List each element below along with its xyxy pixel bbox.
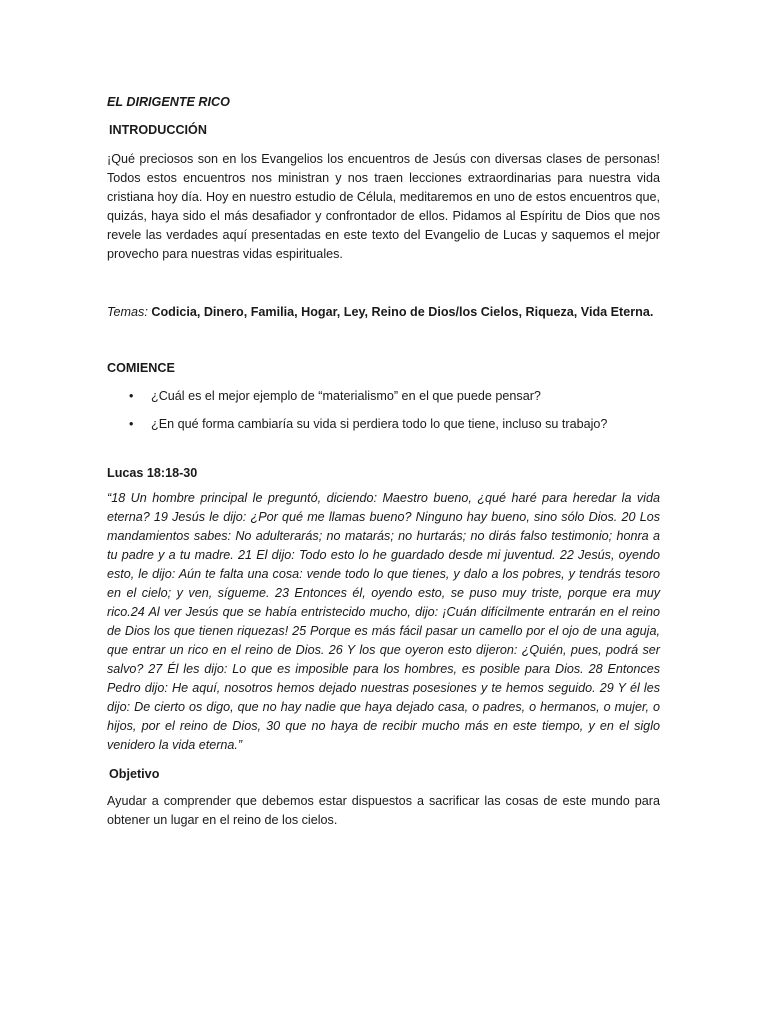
topics-line — [107, 303, 660, 322]
question-text: ¿En qué forma cambiaría su vida si perdiera todo lo que tiene, incluso su trabajo? — [151, 417, 608, 431]
question-item — [107, 415, 660, 434]
bullet-icon: • — [129, 417, 134, 431]
document-title: EL DIRIGENTE RICO — [107, 95, 230, 109]
question-item — [107, 387, 660, 406]
introduction-heading: INTRODUCCIÓN — [109, 123, 207, 137]
topics-label: Temas: — [107, 305, 148, 319]
bullet-icon: • — [129, 389, 134, 403]
objective-paragraph: Ayudar a comprender que debemos estar dispuestos a sacrificar las cosas de este mundo para obtener un lugar en el reino de los cielos. — [107, 794, 660, 827]
scripture-passage: “18 Un hombre principal le preguntó, diciendo: Maestro bueno, ¿qué haré para heredar la vida eterna? 19 Jesús le dijo: ¿Por qué me llamas bueno? Ninguno hay bueno, sino sólo Dios. 20 Los mandamientos sabes: No adulterarás; no matarás; no hurtarás; no dirás falso testimonio; honra a tu padre y a tu madre. 21 El dijo: Todo esto lo he guardado desde mi juventud. 22 Jesús, oyendo esto, le dijo: Aún te falta una cosa: vende todo lo que tienes, y dalo a los pobres, y tendrás tesoro en el cielo; y ven, sígueme. 23 Entonces él, oyendo esto, se puso muy triste, porque era muy rico.24 Al ver Jesús que se había entristecido mucho, dijo: ¡Cuán difícilmente entrarán en el reino de Dios los que tienen riquezas! 25 Porque es más fácil pasar un camello por el ojo de una aguja, que entrar un rico en el reino de Dios. 26 Y los que oyeron esto dijeron: ¿Quién, pues, podrá ser salvo? 27 Él les dijo: Lo que es imposible para los hombres, es posible para Dios. 28 Entonces Pedro dijo: He aquí, nosotros hemos dejado nuestras posesiones y te hemos seguido. 29 Y él les dijo: De cierto os digo, que no hay nadie que haya dejado casa, o padres, o hermanos, o mujer, o hijos, por el reino de Dios, 30 que no haya de recibir mucho más en este tiempo, y en el siglo venidero la vida eterna.” — [107, 491, 660, 752]
document-page — [107, 93, 660, 830]
scripture-reference: Lucas 18:18-30 — [107, 466, 198, 480]
discussion-questions — [107, 387, 660, 434]
question-text: ¿Cuál es el mejor ejemplo de “materialismo” en el que puede pensar? — [151, 389, 541, 403]
objective-heading: Objetivo — [109, 767, 160, 781]
topics-list: Codicia, Dinero, Familia, Hogar, Ley, Reino de Dios/los Cielos, Riqueza, Vida Eterna. — [151, 305, 654, 319]
comience-heading: COMIENCE — [107, 361, 175, 375]
introduction-paragraph: ¡Qué preciosos son en los Evangelios los encuentros de Jesús con diversas clases de personas! Todos estos encuentros nos ministran y nos traen lecciones extraordinarias para nuestra vida cristiana hoy día. Hoy en nuestro estudio de Célula, meditaremos en uno de estos encuentros que, quizás, haya sido el más desafiador y confrontador de ellos. Pidamos al Espíritu de Dios que nos revele las verdades aquí presentadas en este texto del Evangelio de Lucas y saquemos el mejor provecho para nuestras vidas espirituales. — [107, 152, 660, 261]
